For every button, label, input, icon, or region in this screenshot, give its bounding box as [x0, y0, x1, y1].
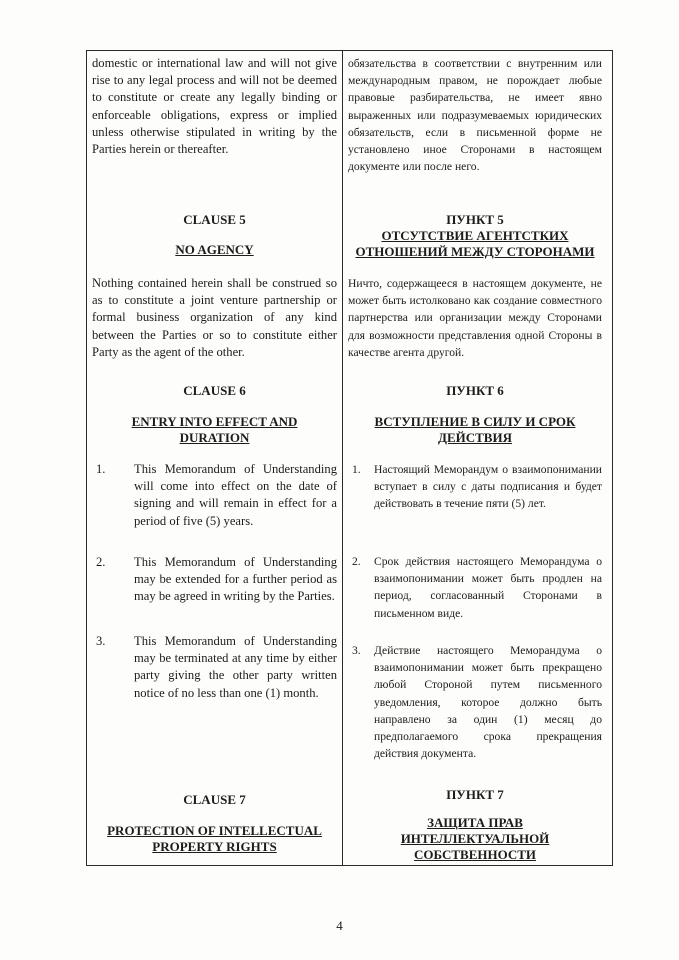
en-clause5-text: Nothing contained herein shall be construed so as to constitute a joint venture partnership or formal business organization of any kind between the Parties or so to constitute either Party as the agent of the other. [92, 276, 337, 359]
ru-clause6-item-3 [348, 642, 602, 762]
en-clause7-title: CLAUSE 7 [183, 792, 246, 807]
item-text: This Memorandum of Understanding may be extended for a further period as may be agreed in writing by the Parties. [134, 555, 337, 604]
item-number: 3. [96, 634, 106, 648]
en-intro-paragraph: domestic or international law and will not give rise to any legal process and will not be deemed to constitute or create any legally binding or enforceable obligations, express or implied unless otherwise stipulated in writing by the Parties herein or thereafter. [92, 56, 337, 157]
item-number: 2. [96, 555, 106, 569]
item-text: This Memorandum of Understanding may be terminated at any time by either party giving the other party written notice of no less than one (1) month. [134, 634, 337, 700]
english-column [92, 51, 337, 865]
en-clause6-item-2 [92, 554, 337, 606]
en-clause5-title: CLAUSE 5 [183, 212, 246, 227]
ru-clause6-heading: ВСТУПЛЕНИЕ В СИЛУ И СРОК ДЕЙСТВИЯ [374, 414, 576, 445]
ru-clause6-item-2 [348, 553, 602, 622]
ru-clause5-title: ПУНКТ 5 [446, 212, 504, 227]
ru-clause5-text: Ничто, содержащееся в настоящем документе, не может быть истолковано как создание совместного партнерства или организации между Сторонами для возможности представления одной Стороны в качестве агента другой. [348, 277, 602, 359]
en-clause6-heading: ENTRY INTO EFFECT AND DURATION [131, 414, 298, 445]
item-text: This Memorandum of Understanding will come into effect on the date of signing and will remain in effect for a period of five (5) years. [134, 462, 337, 528]
en-clause6-title: CLAUSE 6 [183, 383, 246, 398]
ru-clause7-title: ПУНКТ 7 [446, 787, 504, 802]
item-text: Действие настоящего Меморандума о взаимопонимании может быть прекращено любой Стороной путем письменного уведомления, которое должно быть направлено за один (1) месяц до предполагаемого срока прекращения действия документа. [374, 644, 602, 761]
en-clause7-heading: PROTECTION OF INTELLECTUAL PROPERTY RIGHTS [107, 823, 322, 854]
russian-column [348, 51, 602, 865]
item-number: 2. [352, 555, 361, 568]
ru-clause5-heading: ОТСУТСТВИЕ АГЕНТСТКИХ ОТНОШЕНИЙ МЕЖДУ СТОРОНАМИ [355, 228, 595, 259]
item-text: Настоящий Меморандум о взаимопонимании вступает в силу с даты подписания и будет действовать в течение пяти (5) лет. [374, 463, 602, 511]
column-divider [342, 51, 343, 865]
bilingual-table [86, 50, 613, 866]
item-number: 1. [96, 462, 106, 476]
item-number: 1. [352, 463, 361, 476]
en-clause6-item-1 [92, 461, 337, 530]
ru-clause6-title: ПУНКТ 6 [446, 383, 504, 398]
ru-intro-paragraph: обязательства в соответствии с внутренним или международным правом, не порождает любые правовые разбирательства, не имеет явно выраженных или подразумеваемых юридических обязательств, если в письменной форме не установлено иное Сторонами в настоящем документе или после него. [348, 57, 602, 174]
ru-clause6-item-1 [348, 461, 602, 513]
item-number: 3. [352, 644, 361, 657]
en-clause5-heading: NO AGENCY [175, 242, 254, 257]
en-clause6-item-3 [92, 633, 337, 702]
page-number: 4 [336, 918, 343, 933]
item-text: Срок действия настоящего Меморандума о взаимопонимании может быть продлен на период, согласованный Сторонами в письменном виде. [374, 555, 602, 620]
ru-clause7-heading: ЗАЩИТА ПРАВ ИНТЕЛЛЕКТУАЛЬНОЙ СОБСТВЕННОСТИ [400, 815, 550, 862]
